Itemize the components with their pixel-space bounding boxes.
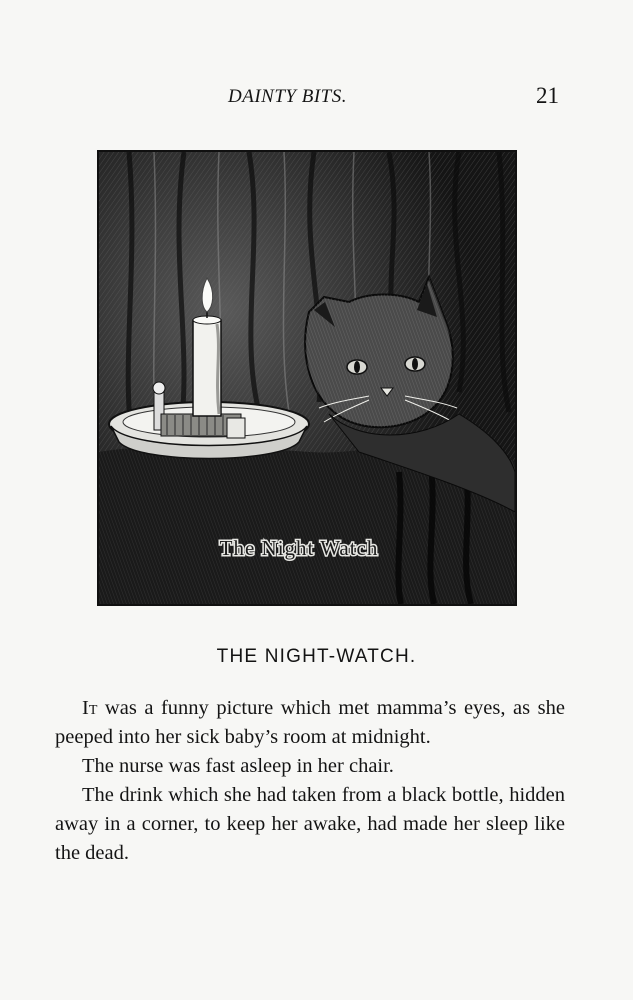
paragraph-lead: It — [82, 697, 98, 719]
paragraph-1 — [55, 694, 565, 752]
chapter-heading: THE NIGHT-WATCH. — [216, 646, 417, 667]
engraving-illustration — [97, 150, 517, 606]
paragraph-1-text: was a funny picture which met mamma’s eyes, as she peeped into her sick baby’s room at midnight. — [55, 697, 565, 748]
engraving-caption: The Night Watch — [219, 536, 379, 560]
paragraph-3: The drink which she had taken from a black bottle, hidden away in a corner, to keep her awake, had made her sleep like the dead. — [55, 784, 565, 864]
page-number: 21 — [536, 83, 559, 108]
body-text — [55, 694, 565, 868]
running-title: DAINTY BITS. — [228, 86, 347, 107]
paragraph-2: The nurse was fast asleep in her chair. — [82, 755, 394, 777]
running-head — [0, 83, 633, 116]
night-watch-engraving — [99, 152, 515, 604]
